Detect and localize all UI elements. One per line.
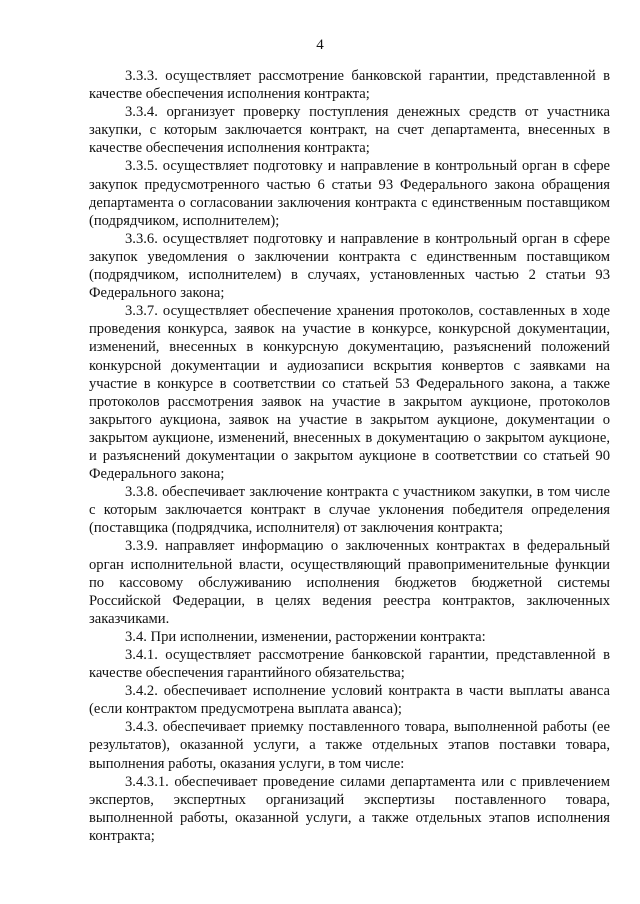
paragraph-3-4-1: 3.4.1. осуществляет рассмотрение банковской гарантии, представленной в качестве обеспечения гарантийного обязательства; [89, 647, 610, 682]
paragraph-3-3-9: 3.3.9. направляет информацию о заключенных контрактах в федеральный орган исполнительной власти, осуществляющий правоприменительные функции по кассовому обслуживанию исполнения бюджетов бюджетной системы Российской Федерации, в целях ведения реестра контрактов, заключенных заказчиками. [89, 538, 610, 627]
document-body [89, 67, 610, 845]
paragraph-3-3-7: 3.3.7. осуществляет обеспечение хранения протоколов, составленных в ходе проведения конкурса, заявок на участие в конкурсе, конкурсной документации, изменений, внесенных в конкурсную документацию, разъяснений положений конкурсной документации и аудиозаписи вскрытия конвертов с заявками на участие в конкурсе в соответствии со статьей 53 Федерального закона, а также протоколов рассмотрения заявок на участие в закрытом аукционе, протоколов закрытого аукциона, заявок на участие в закрытом аукционе, документации о закрытом аукционе, изменений, внесенных в документацию о закрытом аукционе, и разъяснений документации о закрытом аукционе в соответствии со статьей 90 Федерального закона; [89, 303, 610, 483]
paragraph-3-4-2: 3.4.2. обеспечивает исполнение условий контракта в части выплаты аванса (если контрактом предусмотрена выплата аванса); [89, 683, 610, 718]
paragraph-3-3-4: 3.3.4. организует проверку поступления денежных средств от участника закупки, с которым заключается контракт, на счет департамента, внесенных в качестве обеспечения исполнения контракта; [89, 104, 610, 157]
paragraph-3-4-3-1: 3.4.3.1. обеспечивает проведение силами департамента или с привлечением экспертов, экспертных организаций экспертизы поставленного товара, выполненной работы, оказанной услуги, а также отдельных этапов исполнения контракта; [89, 773, 610, 844]
paragraph-3-3-6: 3.3.6. осуществляет подготовку и направление в контрольный орган в сфере закупок уведомления о заключении контракта с единственным поставщиком (подрядчиком, исполнителем) в случаях, установленных частью 2 статьи 93 Федерального закона; [89, 230, 610, 302]
paragraph-3-4-3: 3.4.3. обеспечивает приемку поставленного товара, выполненной работы (ее результатов), оказанной услуги, а также отдельных этапов поставки товара, выполнения работы, оказания услуги, в том числе: [89, 719, 610, 772]
paragraph-3-3-8: 3.3.8. обеспечивает заключение контракта с участником закупки, в том числе с которым заключается контракт в случае уклонения победителя определения (поставщика (подрядчика, исполнителя) от заключения контракта; [89, 484, 610, 537]
paragraph-3-4: 3.4. При исполнении, изменении, расторжении контракта: [125, 628, 486, 645]
paragraph-3-3-5: 3.3.5. осуществляет подготовку и направление в контрольный орган в сфере закупок предусмотренного частью 6 статьи 93 Федерального закона обращения департамента о согласовании заключения контракта с единственным поставщиком (подрядчиком, исполнителем); [89, 158, 610, 229]
paragraph-3-3-3: 3.3.3. осуществляет рассмотрение банковской гарантии, представленной в качестве обеспечения исполнения контракта; [89, 68, 610, 103]
page-number: 4 [316, 37, 324, 53]
